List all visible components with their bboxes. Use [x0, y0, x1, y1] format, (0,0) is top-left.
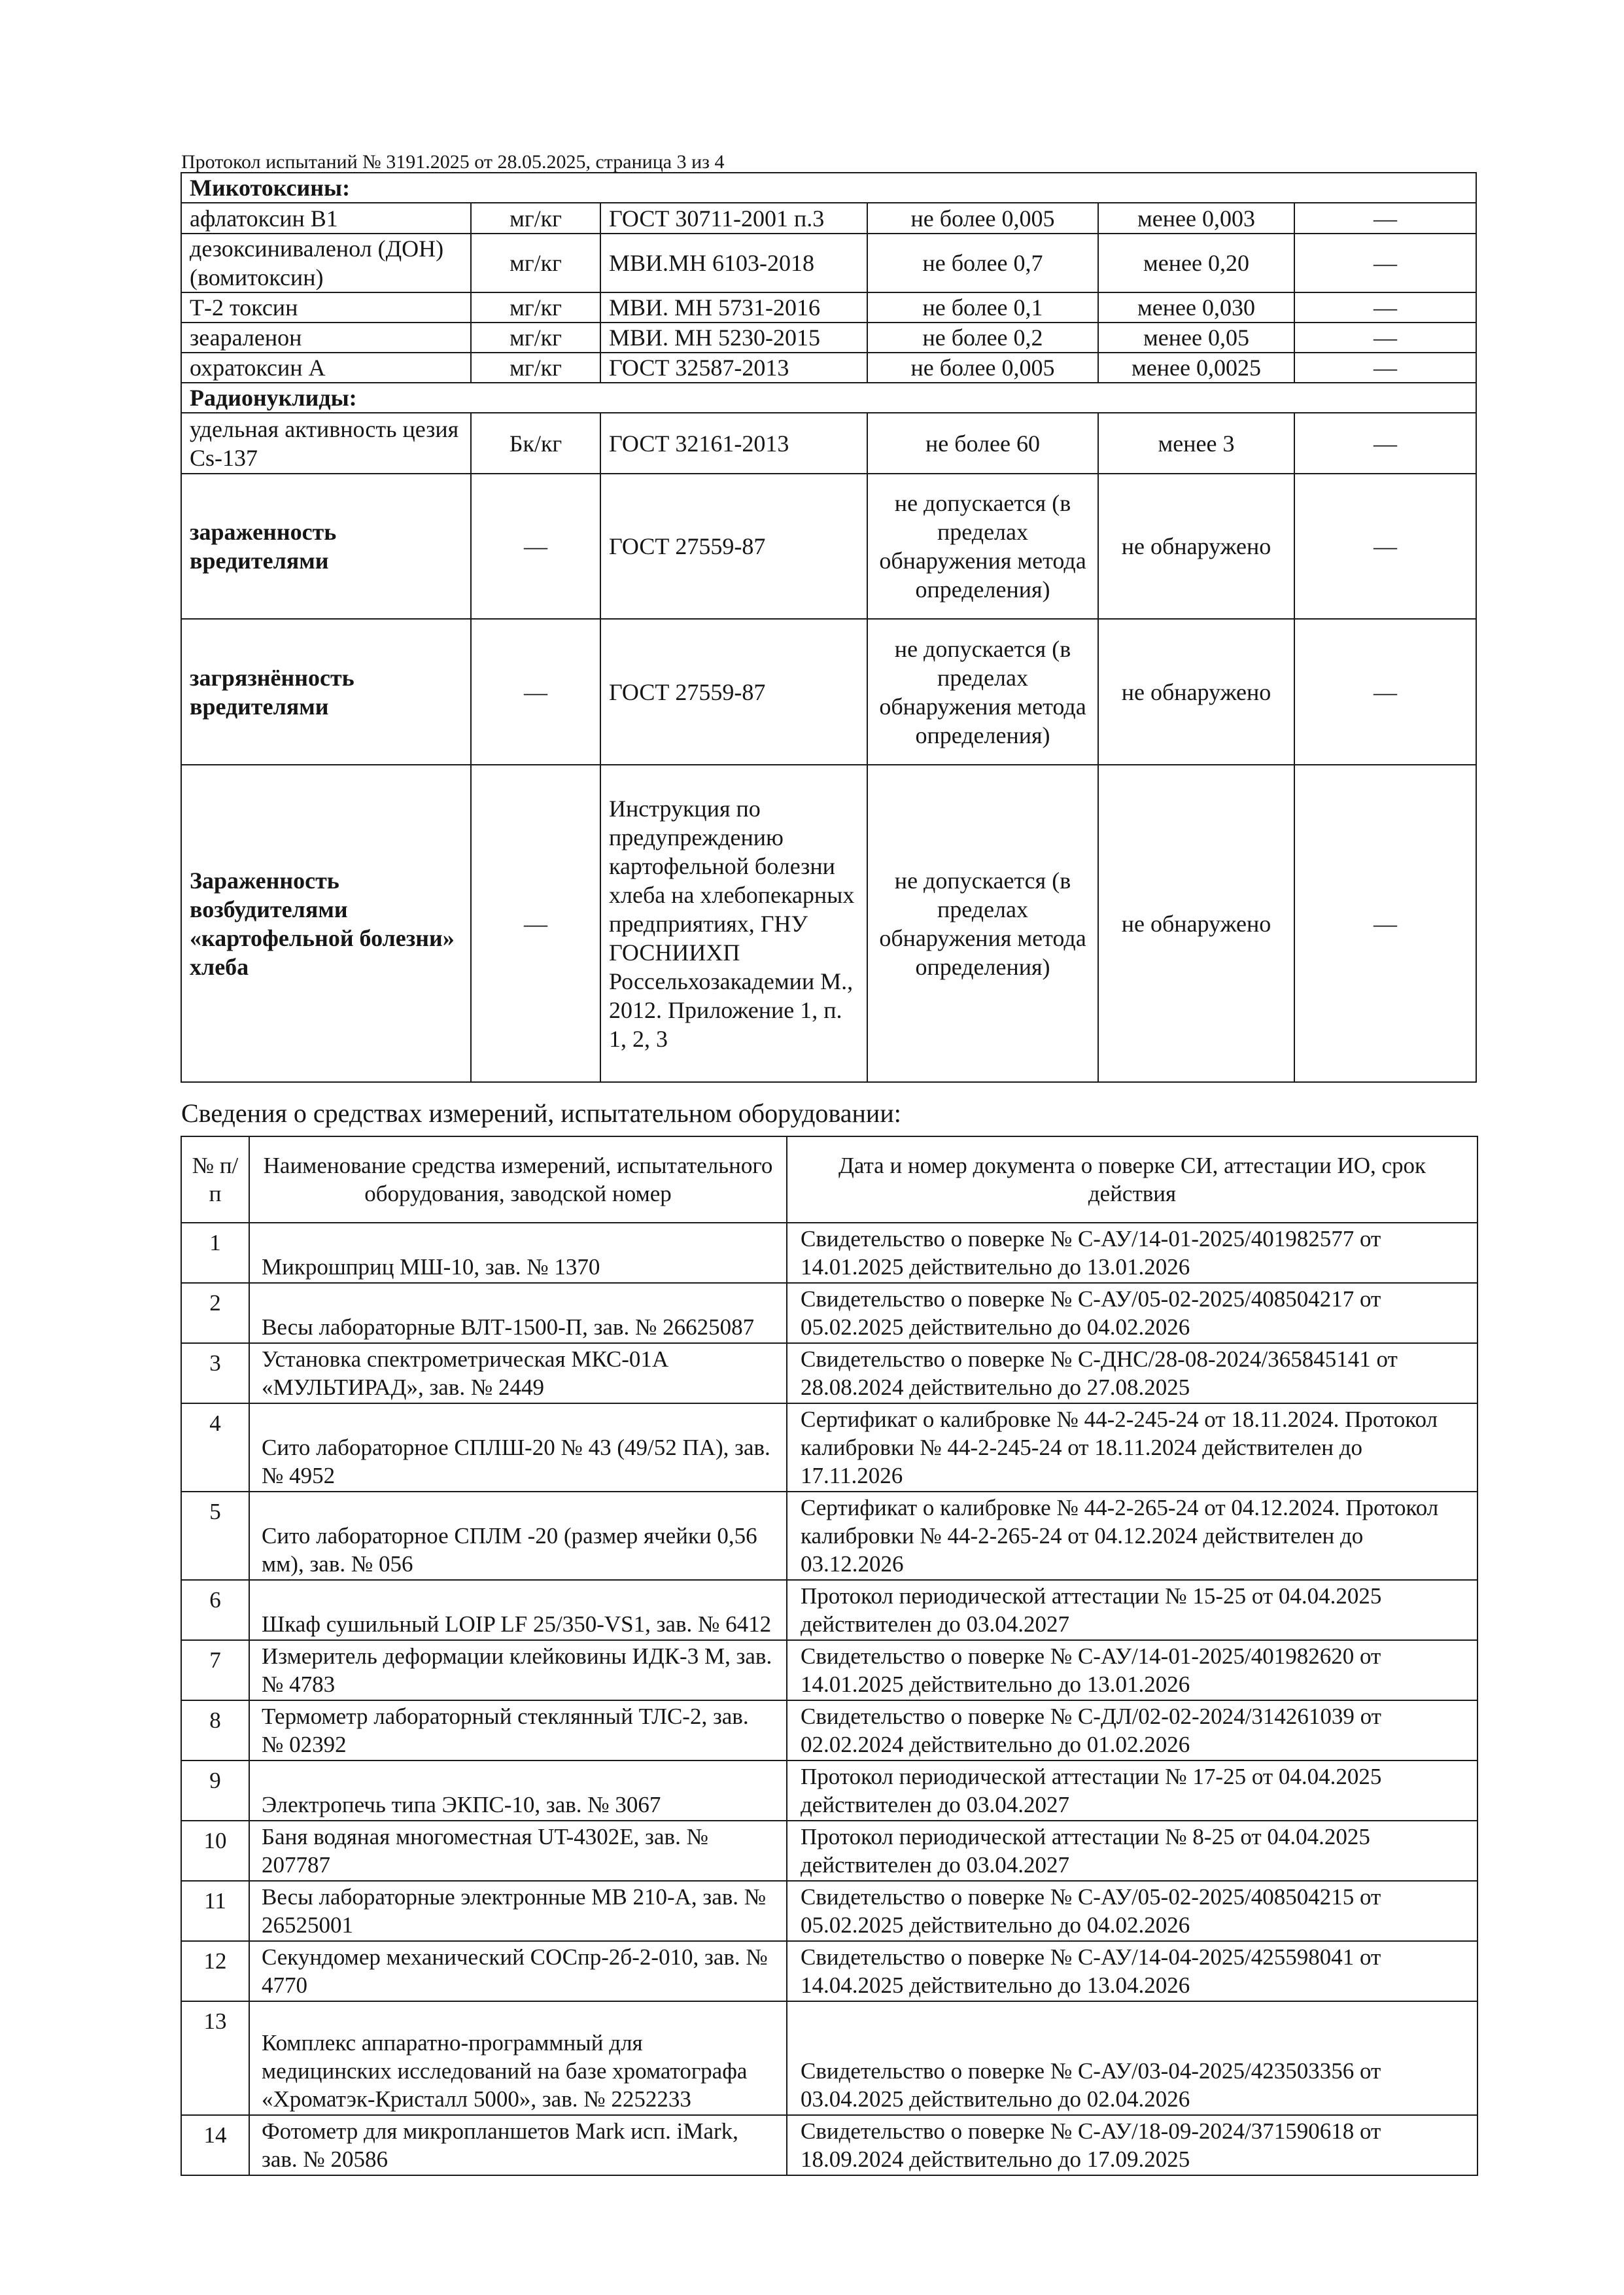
norm-cell: не более 0,1	[867, 292, 1098, 323]
equipment-name: Весы лабораторные ВЛТ-1500-П, зав. № 26625087	[249, 1283, 787, 1343]
unit-cell: мг/кг	[471, 292, 600, 323]
result-row	[181, 765, 1476, 1082]
row-number: 3	[181, 1343, 249, 1403]
verification-document: Свидетельство о поверке № С-АУ/05-02-2025/408504217 от 05.02.2025 действительно до 04.02.2026	[787, 1283, 1477, 1343]
extra-cell: —	[1294, 234, 1476, 292]
equipment-table	[181, 1136, 1478, 2176]
unit-cell: —	[471, 765, 600, 1082]
indicator-name: охратоксин А	[181, 353, 471, 383]
result-row	[181, 413, 1476, 474]
verification-document: Протокол периодической аттестации № 17-25 от 04.04.2025 действителен до 03.04.2027	[787, 1761, 1477, 1821]
result-row	[181, 323, 1476, 353]
indicator-name: афлатоксин В1	[181, 203, 471, 234]
verification-document: Свидетельство о поверке № С-АУ/14-04-2025/425598041 от 14.04.2025 действительно до 13.04.2026	[787, 1941, 1477, 2001]
verification-document: Свидетельство о поверке № С-ДНС/28-08-2024/365845141 от 28.08.2024 действительно до 27.08.2025	[787, 1343, 1477, 1403]
equipment-row	[181, 1881, 1477, 1941]
extra-cell: —	[1294, 474, 1476, 619]
norm-cell: не более 0,005	[867, 203, 1098, 234]
method-cell: МВИ.МН 6103-2018	[600, 234, 867, 292]
equipment-row	[181, 1580, 1477, 1640]
equipment-name: Комплекс аппаратно-программный для медицинских исследований на базе хроматографа «Хроматэк-Кристалл 5000», зав. № 2252233	[249, 2001, 787, 2115]
result-cell: не обнаружено	[1098, 474, 1294, 619]
norm-cell: не допускается (в пределах обнаружения метода определения)	[867, 619, 1098, 765]
indicator-name: Т-2 токсин	[181, 292, 471, 323]
equipment-row	[181, 1761, 1477, 1821]
norm-cell: не допускается (в пределах обнаружения метода определения)	[867, 474, 1098, 619]
method-cell: МВИ. МН 5230-2015	[600, 323, 867, 353]
indicator-name: удельная активность цезия Cs-137	[181, 413, 471, 474]
row-number: 4	[181, 1403, 249, 1492]
unit-cell: мг/кг	[471, 323, 600, 353]
result-row	[181, 474, 1476, 619]
result-cell: менее 0,003	[1098, 203, 1294, 234]
indicator-name: дезоксиниваленол (ДОН) (вомитоксин)	[181, 234, 471, 292]
indicator-name: загрязнённость вредителями	[181, 619, 471, 765]
verification-document: Свидетельство о поверке № С-АУ/14-01-2025/401982620 от 14.01.2025 действительно до 13.01.2026	[787, 1640, 1477, 1700]
col-header-name: Наименование средства измерений, испытательного оборудования, заводской номер	[249, 1136, 787, 1223]
extra-cell: —	[1294, 292, 1476, 323]
result-row	[181, 203, 1476, 234]
unit-cell: мг/кг	[471, 203, 600, 234]
col-header-document: Дата и номер документа о поверке СИ, аттестации ИО, срок действия	[787, 1136, 1477, 1223]
row-number: 12	[181, 1941, 249, 2001]
row-number: 8	[181, 1700, 249, 1761]
verification-document: Свидетельство о поверке № С-АУ/14-01-2025/401982577 от 14.01.2025 действительно до 13.01.2026	[787, 1223, 1477, 1283]
norm-cell: не более 0,005	[867, 353, 1098, 383]
equipment-name: Секундомер механический СОСпр-2б-2-010, зав. № 4770	[249, 1941, 787, 2001]
verification-document: Свидетельство о поверке № С-ДЛ/02-02-2024/314261039 от 02.02.2024 действительно до 01.02.2026	[787, 1700, 1477, 1761]
verification-document: Протокол периодической аттестации № 15-25 от 04.04.2025 действителен до 03.04.2027	[787, 1580, 1477, 1640]
extra-cell: —	[1294, 765, 1476, 1082]
equipment-name: Баня водяная многоместная UT-4302E, зав. № 207787	[249, 1821, 787, 1881]
equipment-name: Электропечь типа ЭКПС-10, зав. № 3067	[249, 1761, 787, 1821]
result-row	[181, 292, 1476, 323]
equipment-name: Шкаф сушильный LOIP LF 25/350-VS1, зав. № 6412	[249, 1580, 787, 1640]
section-row	[181, 173, 1476, 203]
extra-cell: —	[1294, 203, 1476, 234]
method-cell: ГОСТ 27559-87	[600, 474, 867, 619]
row-number: 6	[181, 1580, 249, 1640]
unit-cell: мг/кг	[471, 353, 600, 383]
result-cell: менее 0,05	[1098, 323, 1294, 353]
indicator-name: зараженность вредителями	[181, 474, 471, 619]
equipment-name: Термометр лабораторный стеклянный ТЛС-2, зав. № 02392	[249, 1700, 787, 1761]
row-number: 9	[181, 1761, 249, 1821]
method-cell: Инструкция по предупреждению картофельной болезни хлеба на хлебопекарных предприятиях, ГНУ ГОСНИИХП Россельхозакадемии М., 2012. Приложение 1, п. 1, 2, 3	[600, 765, 867, 1082]
result-row	[181, 234, 1476, 292]
unit-cell: —	[471, 474, 600, 619]
extra-cell: —	[1294, 413, 1476, 474]
verification-document: Протокол периодической аттестации № 8-25 от 04.04.2025 действителен до 03.04.2027	[787, 1821, 1477, 1881]
norm-cell: не более 60	[867, 413, 1098, 474]
equipment-row	[181, 2001, 1477, 2115]
method-cell: ГОСТ 30711-2001 п.3	[600, 203, 867, 234]
results-table	[181, 172, 1477, 1083]
result-cell: менее 0,030	[1098, 292, 1294, 323]
row-number: 13	[181, 2001, 249, 2115]
result-cell: менее 0,0025	[1098, 353, 1294, 383]
row-number: 11	[181, 1881, 249, 1941]
equipment-row	[181, 1941, 1477, 2001]
method-cell: МВИ. МН 5731-2016	[600, 292, 867, 323]
equipment-section-title: Сведения о средствах измерений, испытательном оборудовании:	[181, 1098, 901, 1128]
result-cell: менее 3	[1098, 413, 1294, 474]
section-title: Радионуклиды:	[181, 383, 1476, 413]
verification-document: Сертификат о калибровке № 44-2-245-24 от 18.11.2024. Протокол калибровки № 44-2-245-24 от 18.11.2024 действителен до 17.11.2026	[787, 1403, 1477, 1492]
result-cell: не обнаружено	[1098, 765, 1294, 1082]
indicator-name: Зараженность возбудителями «картофельной болезни» хлеба	[181, 765, 471, 1082]
verification-document: Свидетельство о поверке № С-АУ/03-04-2025/423503356 от 03.04.2025 действительно до 02.04.2026	[787, 2001, 1477, 2115]
equipment-row	[181, 1821, 1477, 1881]
equipment-name: Сито лабораторное СПЛШ-20 № 43 (49/52 ПА), зав. № 4952	[249, 1403, 787, 1492]
row-number: 14	[181, 2115, 249, 2175]
equipment-row	[181, 1492, 1477, 1580]
method-cell: ГОСТ 32161-2013	[600, 413, 867, 474]
equipment-row	[181, 1640, 1477, 1700]
verification-document: Свидетельство о поверке № С-АУ/05-02-2025/408504215 от 05.02.2025 действительно до 04.02.2026	[787, 1881, 1477, 1941]
equipment-row	[181, 1700, 1477, 1761]
unit-cell: мг/кг	[471, 234, 600, 292]
section-title: Микотоксины:	[181, 173, 1476, 203]
extra-cell: —	[1294, 619, 1476, 765]
page-header: Протокол испытаний № 3191.2025 от 28.05.2025, страница 3 из 4	[181, 151, 725, 173]
result-row	[181, 619, 1476, 765]
norm-cell: не более 0,7	[867, 234, 1098, 292]
equipment-name: Установка спектрометрическая МКС-01А «МУЛЬТИРАД», зав. № 2449	[249, 1343, 787, 1403]
unit-cell: —	[471, 619, 600, 765]
equipment-row	[181, 2115, 1477, 2175]
equipment-row	[181, 1283, 1477, 1343]
equipment-name: Сито лабораторное СПЛМ -20 (размер ячейки 0,56 мм), зав. № 056	[249, 1492, 787, 1580]
indicator-name: зеараленон	[181, 323, 471, 353]
row-number: 1	[181, 1223, 249, 1283]
equipment-row	[181, 1343, 1477, 1403]
unit-cell: Бк/кг	[471, 413, 600, 474]
equipment-name: Микрошприц МШ-10, зав. № 1370	[249, 1223, 787, 1283]
extra-cell: —	[1294, 323, 1476, 353]
equipment-name: Измеритель деформации клейковины ИДК-3 М, зав. № 4783	[249, 1640, 787, 1700]
verification-document: Свидетельство о поверке № С-АУ/18-09-2024/371590618 от 18.09.2024 действительно до 17.09.2025	[787, 2115, 1477, 2175]
row-number: 7	[181, 1640, 249, 1700]
equipment-name: Весы лабораторные электронные МВ 210-А, зав. № 26525001	[249, 1881, 787, 1941]
row-number: 2	[181, 1283, 249, 1343]
equipment-header-row	[181, 1136, 1477, 1223]
extra-cell: —	[1294, 353, 1476, 383]
row-number: 10	[181, 1821, 249, 1881]
result-cell: не обнаружено	[1098, 619, 1294, 765]
row-number: 5	[181, 1492, 249, 1580]
norm-cell: не более 0,2	[867, 323, 1098, 353]
equipment-row	[181, 1403, 1477, 1492]
norm-cell: не допускается (в пределах обнаружения метода определения)	[867, 765, 1098, 1082]
result-cell: менее 0,20	[1098, 234, 1294, 292]
result-row	[181, 353, 1476, 383]
equipment-name: Фотометр для микропланшетов Mark исп. iMark, зав. № 20586	[249, 2115, 787, 2175]
verification-document: Сертификат о калибровке № 44-2-265-24 от 04.12.2024. Протокол калибровки № 44-2-265-24 от 04.12.2024 действителен до 03.12.2026	[787, 1492, 1477, 1580]
method-cell: ГОСТ 27559-87	[600, 619, 867, 765]
method-cell: ГОСТ 32587-2013	[600, 353, 867, 383]
section-row	[181, 383, 1476, 413]
equipment-row	[181, 1223, 1477, 1283]
col-header-number: № п/п	[181, 1136, 249, 1223]
